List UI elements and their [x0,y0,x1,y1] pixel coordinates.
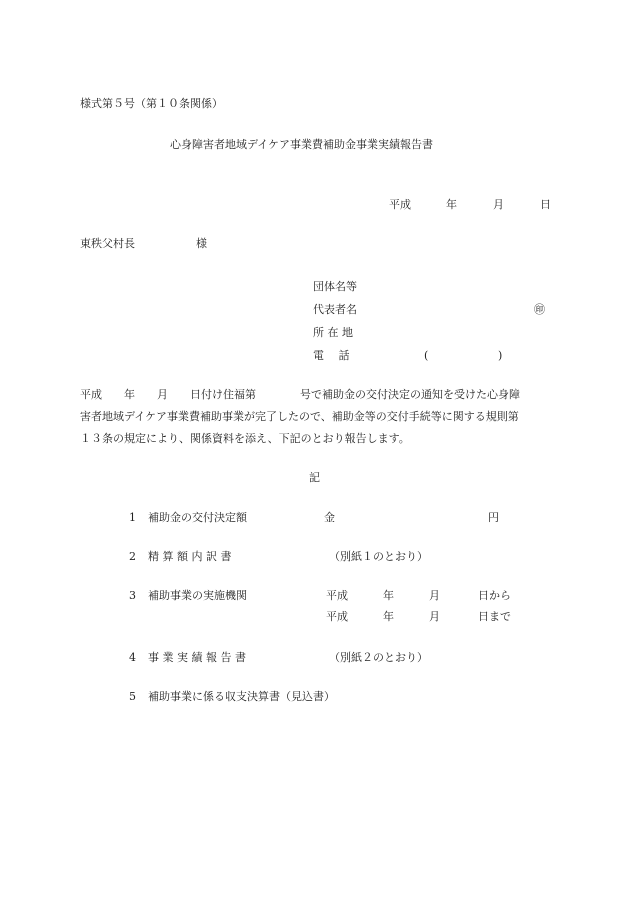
item-label: 精 算 額 内 訳 書 [148,550,232,563]
ki-heading: 記 [309,471,320,484]
body-line: 害者地域デイケア事業費補助事業が完了したので、補助金等の交付手続等に関する規則第 [80,410,519,423]
address-label: 所 在 地 [313,326,353,339]
addressee-honorific: 様 [196,237,207,250]
period-start-day: 日から [478,589,511,602]
period-end-month: 月 [429,610,440,623]
period-start-year: 年 [383,589,394,602]
period-start-month: 月 [429,589,440,602]
phone-label: 電 話 [313,349,350,362]
period-end-year: 年 [383,610,394,623]
phone-paren-close: ) [498,349,503,362]
document-title: 心身障害者地域デイケア事業費補助金事業実績報告書 [170,138,434,151]
item-number: 2 [129,550,136,563]
period-end-day: 日まで [478,610,511,623]
date-year: 年 [446,198,457,211]
amount-prefix: 金 [324,511,335,524]
date-era: 平成 [389,198,411,211]
amount-unit: 円 [488,511,499,524]
item-number: 3 [129,589,136,602]
date-month: 月 [493,198,504,211]
item-label: 補助事業の実施機関 [148,589,247,602]
body-line: 平成 年 月 日付け住福第 号で補助金の交付決定の通知を受けた心身障 [80,388,520,401]
phone-paren-open: ( [424,349,429,362]
item-number: 1 [129,511,136,524]
item-label: 補助事業に係る収支決算書（見込書） [148,690,335,703]
item-label: 事 業 実 績 報 告 書 [148,651,246,664]
period-end-era: 平成 [326,610,348,623]
item-note: （別紙２のとおり） [329,651,428,664]
seal-mark: ㊞ [534,303,545,316]
body-line: １３条の規定により、関係資料を添え、下記のとおり報告します。 [80,432,410,445]
item-note: （別紙１のとおり） [329,550,428,563]
date-day: 日 [540,198,551,211]
org-name-label: 団体名等 [313,280,357,293]
item-label: 補助金の交付決定額 [148,511,247,524]
item-number: 5 [129,690,136,703]
representative-label: 代表者名 [313,303,357,316]
period-start-era: 平成 [326,589,348,602]
form-number-label: 様式第５号（第１０条関係） [80,97,223,110]
addressee-name: 東秩父村長 [80,237,135,250]
item-number: 4 [129,651,136,664]
